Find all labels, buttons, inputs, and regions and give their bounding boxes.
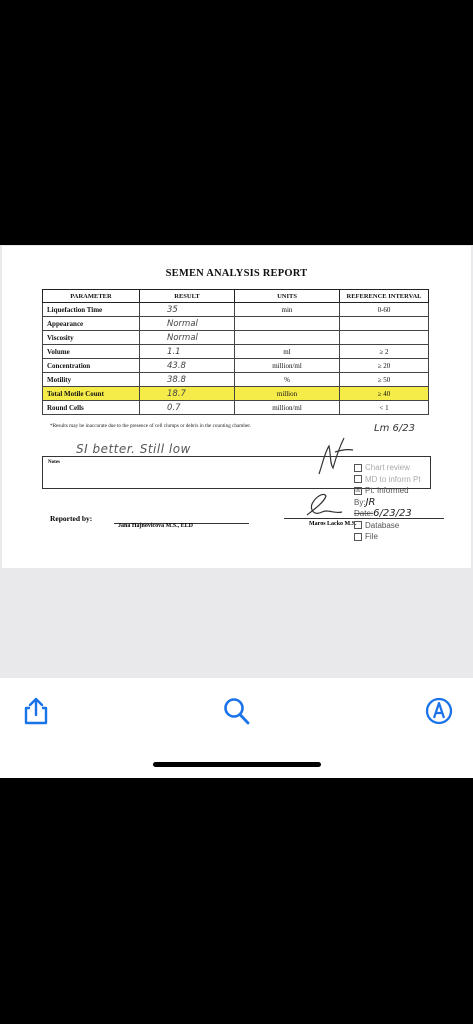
result-cell: 38.8 — [140, 373, 235, 387]
review-stamp — [354, 462, 421, 543]
table-row — [43, 345, 429, 359]
reference-cell — [340, 331, 429, 345]
result-cell: Normal — [140, 317, 235, 331]
reference-cell: ≥ 2 — [340, 345, 429, 359]
parameter-cell: Concentration — [43, 359, 140, 373]
units-cell: million/ml — [235, 401, 340, 415]
reference-cell — [340, 317, 429, 331]
parameter-cell: Liquefaction Time — [43, 303, 140, 317]
table-row — [43, 373, 429, 387]
report-title: SEMEN ANALYSIS REPORT — [165, 268, 308, 279]
parameter-cell: Motility — [43, 373, 140, 387]
stamp-item: File — [354, 531, 421, 543]
share-icon[interactable] — [21, 696, 51, 726]
result-cell: 35 — [140, 303, 235, 317]
units-cell: million/ml — [235, 359, 340, 373]
table-row-highlighted — [43, 387, 429, 401]
parameter-cell: Round Cells — [43, 401, 140, 415]
disclaimer-text: *Results may be inaccurate due to the presence of cell clumps or debris in the counting chamber. — [50, 423, 251, 429]
handwritten-signature-2 — [302, 490, 344, 520]
home-indicator[interactable] — [153, 762, 321, 767]
document-page — [2, 246, 471, 568]
result-cell: 43.8 — [140, 359, 235, 373]
handwritten-initials-date: Lm 6/23 — [374, 423, 415, 434]
parameter-cell: Appearance — [43, 317, 140, 331]
handwritten-note: SI better. Still low — [76, 442, 191, 456]
header-parameter: PARAMETER — [43, 290, 140, 303]
units-cell — [235, 317, 340, 331]
units-cell: % — [235, 373, 340, 387]
table-row — [43, 401, 429, 415]
stamp-date: Date: 6/23/23 — [354, 508, 412, 519]
parameter-cell: Volume — [43, 345, 140, 359]
reference-cell: < 1 — [340, 401, 429, 415]
notes-label: Notes — [48, 460, 60, 465]
result-cell: 1.1 — [140, 345, 235, 359]
parameter-cell: Viscosity — [43, 331, 140, 345]
results-table — [42, 289, 429, 415]
signatory-name: Jana Hajnovicova M.S., ELD — [118, 523, 194, 529]
header-units: UNITS — [235, 290, 340, 303]
units-cell: ml — [235, 345, 340, 359]
result-cell: 0.7 — [140, 401, 235, 415]
units-cell — [235, 331, 340, 345]
stamp-item-checked: ☒ Pt. Informed — [355, 486, 409, 495]
header-result: RESULT — [140, 290, 235, 303]
handwritten-signature — [311, 434, 356, 479]
units-cell: min — [235, 303, 340, 317]
parameter-cell: Total Motile Count — [43, 387, 140, 401]
markup-icon[interactable] — [424, 696, 454, 726]
table-row — [43, 359, 429, 373]
stamp-by: By: JR — [354, 496, 376, 508]
reference-cell: ≥ 50 — [340, 373, 429, 387]
stamp-item: Database — [354, 520, 421, 532]
reported-by-label: Reported by: — [50, 514, 93, 523]
result-cell: Normal — [140, 331, 235, 345]
stamp-item: MD to inform Pt — [354, 474, 421, 486]
stamp-item: Chart review — [354, 462, 421, 474]
reference-cell: 0-60 — [340, 303, 429, 317]
result-cell: 18.7 — [140, 387, 235, 401]
table-row — [43, 303, 429, 317]
reference-cell: ≥ 20 — [340, 359, 429, 373]
table-row — [43, 317, 429, 331]
search-icon[interactable] — [221, 696, 251, 726]
header-reference: REFERENCE INTERVAL — [340, 290, 429, 303]
table-row — [43, 331, 429, 345]
units-cell: million — [235, 387, 340, 401]
signatory-name: Maros Lacko M.S. — [309, 521, 357, 527]
reference-cell: ≥ 40 — [340, 387, 429, 401]
